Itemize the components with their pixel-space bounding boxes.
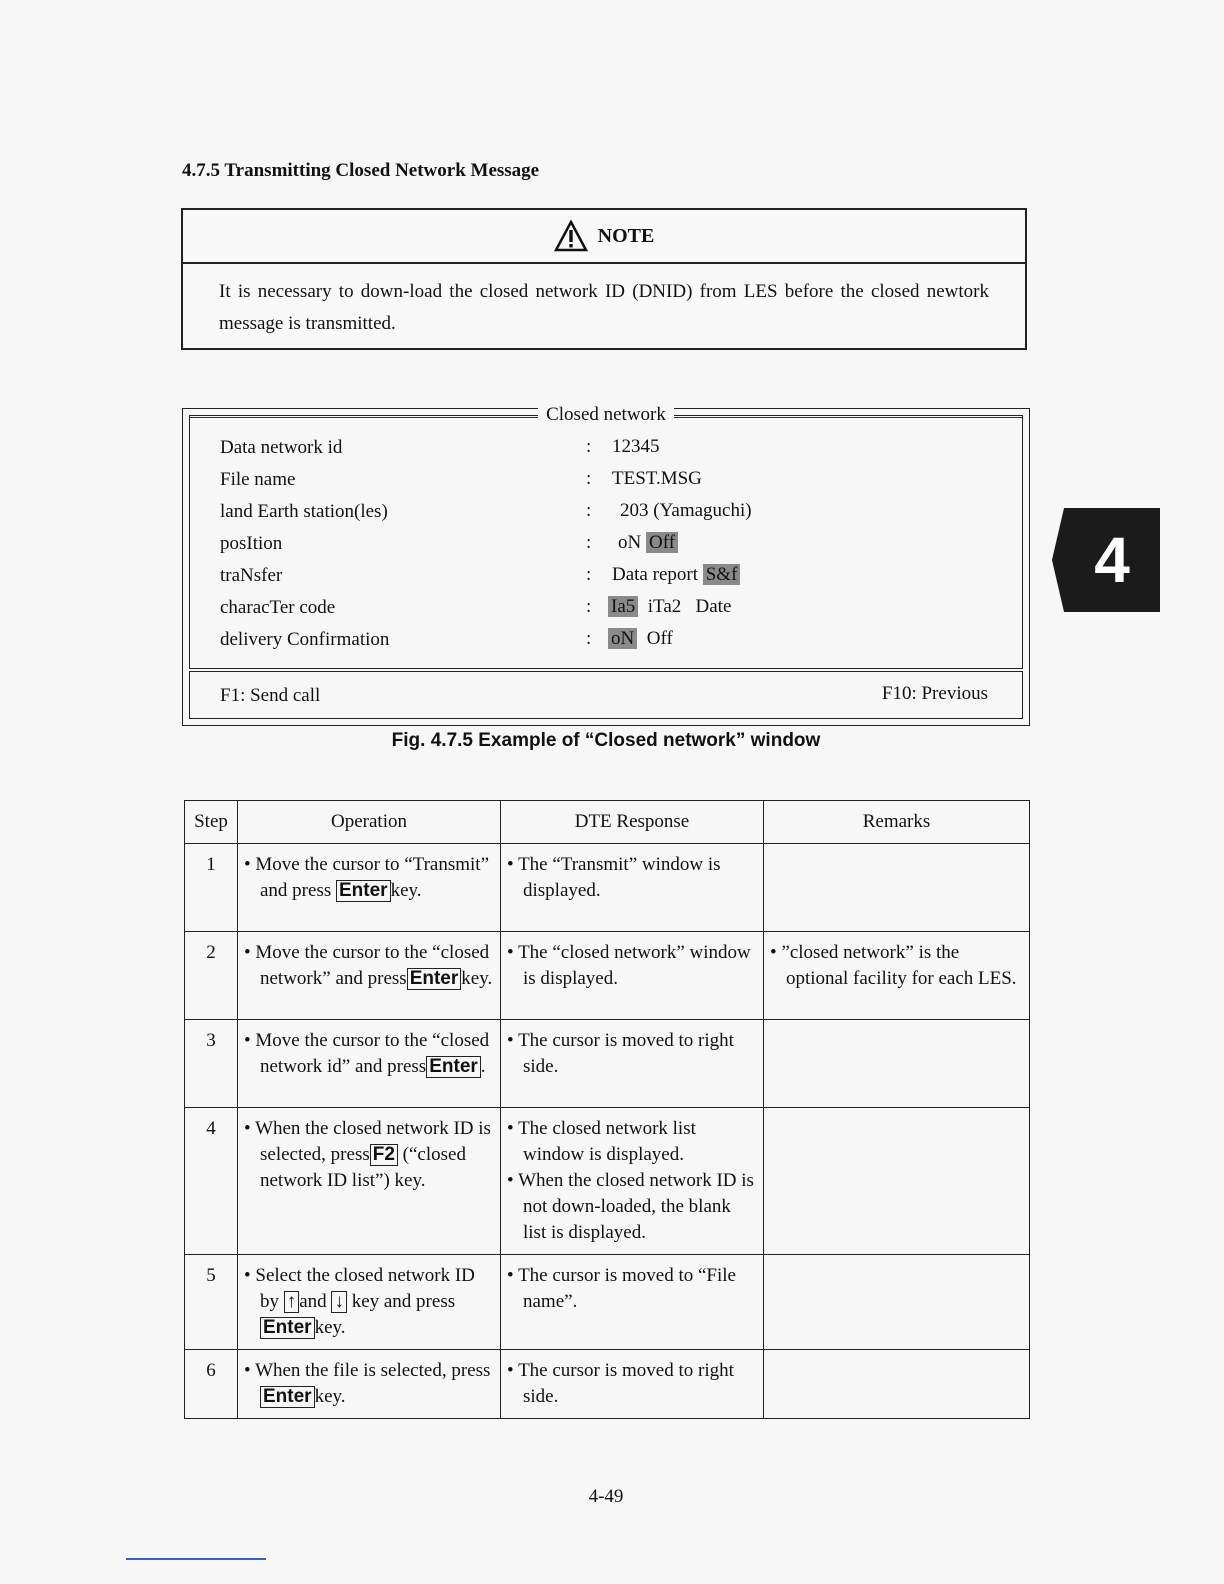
- delivery-option-off[interactable]: Off: [646, 628, 673, 649]
- table-row: 1 • Move the cursor to “Transmit” and press Enter key. • The “Transmit” window is displayed.: [185, 844, 1030, 932]
- closed-network-window: [182, 404, 1030, 726]
- enter-key: Enter: [426, 1056, 481, 1078]
- transfer-option-data-report[interactable]: Data report: [612, 564, 698, 585]
- field-label-character-code: characTer code: [220, 597, 336, 618]
- note-title: NOTE: [597, 224, 655, 247]
- previous-key[interactable]: F10: Previous: [881, 683, 988, 704]
- delivery-option-on[interactable]: oN: [608, 628, 637, 649]
- charcode-option-ia5[interactable]: Ia5: [608, 596, 638, 617]
- note-text: It is necessary to down-load the closed network ID (DNID) from LES before the closed newtork message is transmitted.: [219, 281, 989, 334]
- field-label-delivery-confirmation: delivery Confirmation: [220, 629, 390, 650]
- figure-caption: Fig. 4.7.5 Example of “Closed network” window: [391, 730, 821, 751]
- warning-icon: [554, 220, 588, 252]
- position-option-off[interactable]: Off: [646, 532, 678, 553]
- field-label-file-name: File name: [220, 469, 296, 490]
- table-row: 3 • Move the cursor to the “closed network id” and press Enter . • The cursor is moved to right side.: [185, 1020, 1030, 1108]
- header-step: Step: [185, 801, 238, 844]
- page-number: 4-49: [588, 1486, 624, 1507]
- enter-key: Enter: [260, 1317, 315, 1339]
- field-label-data-network-id: Data network id: [220, 437, 343, 458]
- divider: [126, 1558, 266, 1560]
- section-heading: 4.7.5 Transmitting Closed Network Message: [182, 160, 540, 181]
- down-arrow-key: ↓: [331, 1291, 347, 1313]
- window-footer: [189, 671, 1023, 719]
- table-row: 6 • When the file is selected, pressEnter key. • The cursor is moved to right side.: [185, 1350, 1030, 1419]
- chapter-tab: 4: [1064, 508, 1160, 612]
- les-value[interactable]: 203 (Yamaguchi): [620, 500, 752, 521]
- table-row: 2 • Move the cursor to the “closed network” and press Enter key. • The “closed network” window is displayed. • ”closed network” is the optional facility for each LES.: [185, 932, 1030, 1020]
- send-call-key[interactable]: F1: Send call: [220, 685, 321, 706]
- f2-key: F2: [370, 1144, 398, 1166]
- up-arrow-key: ↑: [284, 1291, 300, 1313]
- window-title: Closed network: [190, 404, 1022, 426]
- steps-table: [184, 800, 1030, 1419]
- data-network-id-value[interactable]: 12345: [612, 436, 660, 457]
- charcode-option-date[interactable]: Date: [695, 596, 732, 617]
- note-box: [181, 208, 1027, 350]
- enter-key: Enter: [407, 968, 462, 990]
- position-option-on[interactable]: oN: [618, 532, 642, 553]
- table-row: 4 • When the closed network ID is selected, press F2 (“closed network ID list”) key. • The closed network list window is displayed. • When the closed network ID is not down-loaded, the blank list is displayed.: [185, 1108, 1030, 1255]
- file-name-value[interactable]: TEST.MSG: [612, 468, 702, 489]
- note-header: [183, 210, 1025, 264]
- charcode-option-ita2[interactable]: iTa2: [647, 596, 682, 617]
- window-body: Closed network Data network id : 12345 File name : TEST.MSG land Earth station(les) : 203 (Yamaguchi) posItion : oN Off traNsfer : Data report S&f characTer code : Ia5 iTa2 Date delivery Confirmation : oN Off: [189, 415, 1023, 669]
- header-operation: Operation: [238, 801, 501, 844]
- table-row: 5 • Select the closed network ID by ↑ and ↓ key and pressEnter key. • The cursor is moved to “File name”.: [185, 1255, 1030, 1350]
- enter-key: Enter: [260, 1386, 315, 1408]
- field-label-transfer: traNsfer: [220, 565, 283, 586]
- field-label-position: posItion: [220, 533, 283, 554]
- header-remarks: Remarks: [764, 801, 1030, 844]
- header-dte-response: DTE Response: [501, 801, 764, 844]
- transfer-option-sf[interactable]: S&f: [703, 564, 741, 585]
- enter-key: Enter: [336, 880, 391, 902]
- field-label-les: land Earth station(les): [220, 501, 388, 522]
- table-header-row: [185, 801, 1030, 844]
